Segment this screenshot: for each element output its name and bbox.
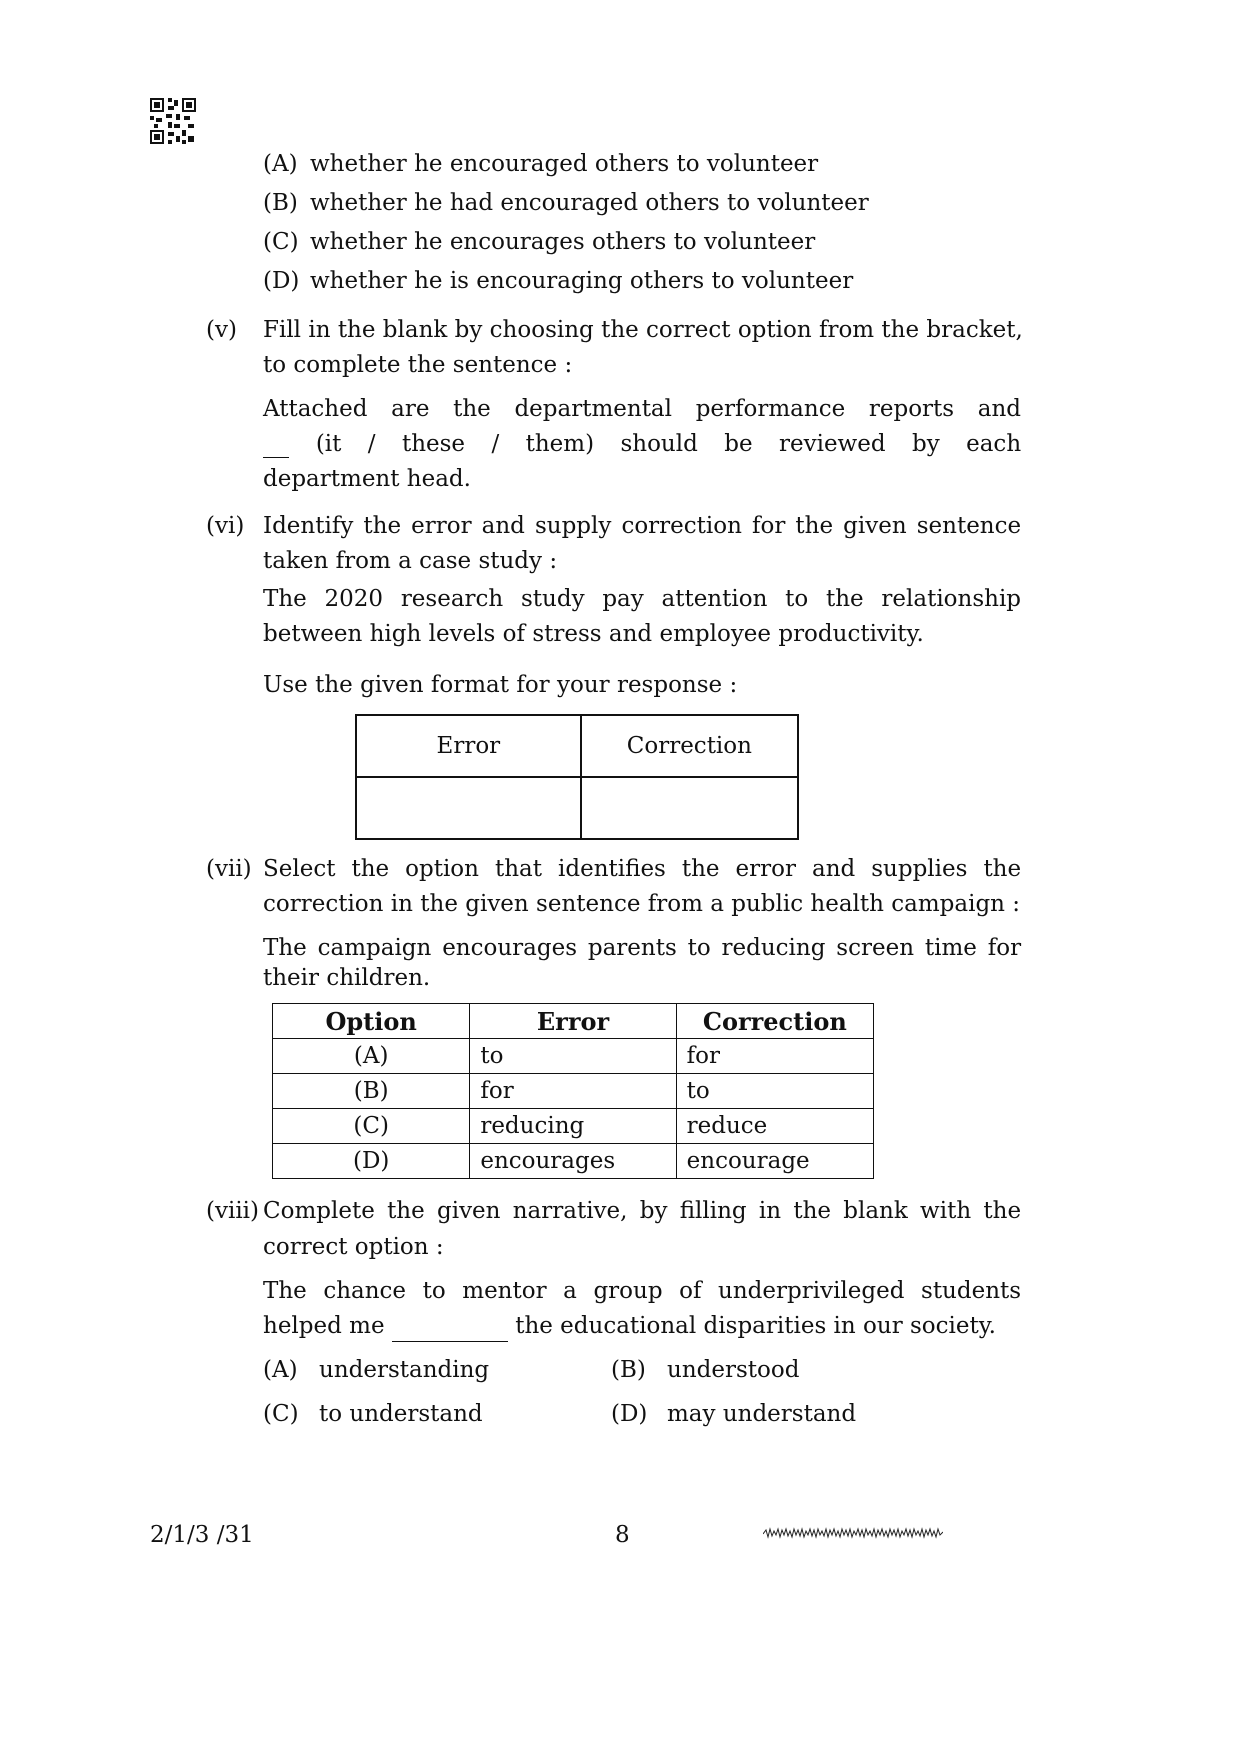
- option-label: (A): [263, 151, 298, 177]
- table-row: [273, 1074, 874, 1109]
- prev-option-b: [263, 188, 869, 218]
- options-table: [272, 1003, 874, 1179]
- q8-option-a: (A) understanding: [263, 1357, 490, 1383]
- question-viii-sentence-2: helped me the educational disparities in our society.: [263, 1311, 996, 1342]
- question-v-sentence-3: department head.: [263, 466, 471, 492]
- question-viii-sentence-1: The chance to mentor a group of underprivileged students: [263, 1278, 1022, 1304]
- question-number-viii: (viii): [206, 1198, 260, 1224]
- question-vi-sentence-1: The 2020 research study pay attention to the relationship: [263, 586, 1022, 612]
- format-header-error: Error: [356, 715, 581, 777]
- option-cell: (C): [273, 1109, 470, 1144]
- option-cell: (B): [273, 1074, 470, 1109]
- question-vii-sentence-1: The campaign encourages parents to reducing screen time for: [263, 935, 1022, 961]
- question-vii-sentence-2: their children.: [263, 965, 431, 991]
- question-vi-sentence-2: between high levels of stress and employee productivity.: [263, 621, 924, 647]
- answer-blank: [392, 1311, 508, 1342]
- header-error: Error: [470, 1004, 676, 1039]
- question-v-sentence-2: (it / these / them) should be reviewed by each: [263, 429, 1021, 459]
- question-vi-format-intro: Use the given format for your response :: [263, 672, 738, 698]
- q8-option-d: (D) may understand: [611, 1401, 857, 1427]
- qr-code-icon: [150, 98, 196, 144]
- page-number: 8: [615, 1522, 630, 1548]
- error-cell: reducing: [470, 1109, 676, 1144]
- correction-cell: to: [676, 1074, 873, 1109]
- header-option: Option: [273, 1004, 470, 1039]
- header-correction: Correction: [676, 1004, 873, 1039]
- format-header-correction: Correction: [581, 715, 798, 777]
- option-text: whether he had encouraged others to volunteer: [310, 190, 869, 216]
- option-text: whether he encourages others to volunteer: [310, 229, 816, 255]
- q8-option-b: (B) understood: [611, 1357, 800, 1383]
- option-cell: (D): [273, 1144, 470, 1179]
- paper-code: 2/1/3 /31: [150, 1522, 254, 1548]
- table-row: [273, 1039, 874, 1074]
- response-format-table: [355, 714, 799, 840]
- question-v-line-2: to complete the sentence :: [263, 352, 573, 378]
- question-vi-line-1: Identify the error and supply correction for the given sentence: [263, 513, 1022, 539]
- question-number-vii: (vii): [206, 856, 252, 882]
- table-row: [273, 1144, 874, 1179]
- correction-cell: reduce: [676, 1109, 873, 1144]
- question-number-v: (v): [206, 317, 237, 343]
- error-cell: encourages: [470, 1144, 676, 1179]
- option-cell: (A): [273, 1039, 470, 1074]
- option-label: (D): [263, 268, 300, 294]
- question-number-vi: (vi): [206, 513, 245, 539]
- q8-option-c: (C) to understand: [263, 1401, 483, 1427]
- table-row: [273, 1004, 874, 1039]
- question-vi-line-2: taken from a case study :: [263, 548, 558, 574]
- prev-option-a: [263, 149, 818, 179]
- option-text: whether he encouraged others to volunteer: [310, 151, 819, 177]
- error-cell: to: [470, 1039, 676, 1074]
- question-v-sentence-1: Attached are the departmental performance reports and: [263, 396, 1022, 422]
- option-label: (C): [263, 229, 299, 255]
- correction-cell: encourage: [676, 1144, 873, 1179]
- format-cell-correction: [581, 777, 798, 839]
- question-vii-line-2: correction in the given sentence from a public health campaign :: [263, 891, 1021, 917]
- table-row: [273, 1109, 874, 1144]
- question-v-line-1: Fill in the blank by choosing the correct option from the bracket,: [263, 317, 1023, 343]
- question-viii-line-2: correct option :: [263, 1234, 444, 1260]
- question-vii-line-1: Select the option that identifies the error and supplies the: [263, 856, 1022, 882]
- option-label: (B): [263, 190, 298, 216]
- correction-cell: for: [676, 1039, 873, 1074]
- option-text: whether he is encouraging others to volunteer: [310, 268, 854, 294]
- format-cell-error: [356, 777, 581, 839]
- question-viii-line-1: Complete the given narrative, by filling in the blank with the: [263, 1198, 1022, 1224]
- error-cell: for: [470, 1074, 676, 1109]
- prev-option-c: [263, 227, 815, 257]
- prev-option-d: [263, 266, 853, 296]
- squiggle-icon: [763, 1526, 943, 1540]
- answer-blank: [263, 431, 289, 458]
